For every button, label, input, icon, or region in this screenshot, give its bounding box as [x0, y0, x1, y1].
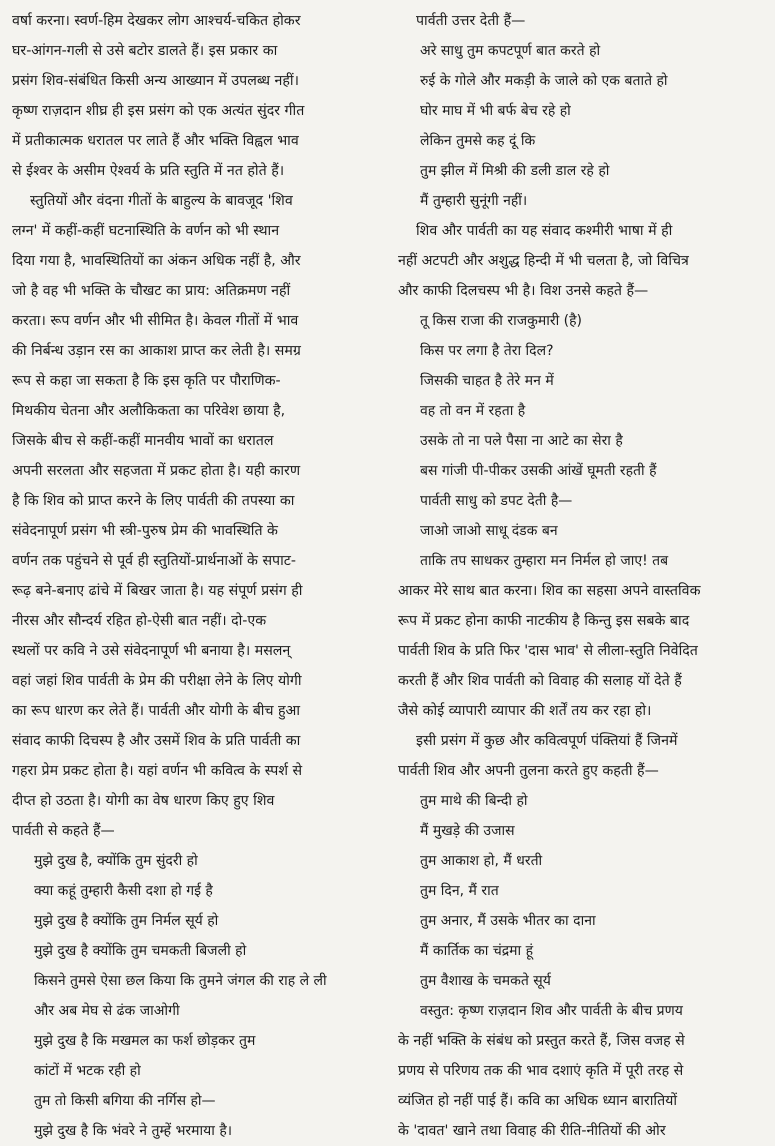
text-line: करती हैं और शिव पार्वती को विवाह की सलाह यों देते हैं	[398, 673, 682, 689]
text-line: प्रणय से परिणय तक की भाव दशाएं कृति में पूरी तरह से	[398, 1063, 684, 1079]
verse-line: उसके तो ना पले पैसा ना आटे का सेरा है	[420, 433, 623, 449]
text-line: रूढ़ बने-बनाए ढांचे में बिखर जाता है। यह संपूर्ण प्रसंग ही	[12, 583, 303, 599]
right-column	[398, 6, 764, 1146]
verse-line: लेकिन तुमसे कह दूं कि	[420, 133, 536, 149]
verse-line: जाओ जाओ साधू दंडक बन	[420, 523, 558, 539]
verse-line: किस पर लगा है तेरा दिल?	[420, 343, 554, 359]
verse-line: और अब मेघ से ढंक जाओगी	[34, 1003, 180, 1019]
text-line: रूप में प्रकट होना काफी नाटकीय है किन्तु इस सबके बाद	[398, 613, 690, 629]
text-line: मिथकीय चेतना और अलौकिकता का परिवेश छाया है,	[12, 403, 286, 419]
text-line: संवेदनापूर्ण प्रसंग भी स्त्री-पुरुष प्रेम की भावस्थिति के	[12, 523, 278, 539]
text-line: पार्वती शिव और अपनी तुलना करते हुए कहती हैं—	[398, 763, 659, 779]
verse-line: तुम अनार, मैं उसके भीतर का दाना	[420, 913, 596, 929]
text-line: इसी प्रसंग में कुछ और कवित्वपूर्ण पंक्तियां हैं जिनमें	[416, 733, 678, 749]
text-line: अपनी सरलता और सहजता में प्रकट होता है। यही कारण	[12, 463, 301, 479]
text-line: स्थलों पर कवि ने उसे संवेदनापूर्ण भी बनाया है। मसलन्	[12, 643, 291, 659]
verse-line: तुम तो किसी बगिया की नर्गिस हो—	[34, 1093, 216, 1109]
verse-line: ताकि तप साधकर तुम्हारा मन निर्मल हो जाए! तब	[420, 553, 669, 569]
verse-line: तुम माथे की बिन्दी हो	[420, 793, 528, 809]
verse-line: मुझे दुख है, क्योंकि तुम सुंदरी हो	[34, 853, 198, 869]
text-line: की निर्बन्ध उड़ान रस का आकाश प्राप्त कर लेती है। समग्र	[12, 343, 301, 359]
text-line: के 'दावत' खाने तथा विवाह की रीति-नीतियों की ओर	[398, 1123, 666, 1139]
text-line: पार्वती से कहते हैं—	[12, 823, 115, 839]
text-line: वर्णन तक पहुंचने से पूर्व ही स्तुतियों-प्रार्थनाओं के सपाट-	[12, 553, 297, 569]
verse-line: घोर माघ में भी बर्फ बेच रहे हो	[420, 103, 571, 119]
verse-line: तू किस राजा की राजकुमारी (है)	[420, 313, 583, 329]
text-line: जो है वह भी भक्ति के चौखट का प्राय: अतिक्रमण नहीं	[12, 283, 291, 299]
text-line: प्रसंग शिव-संबंधित किसी अन्य आख्यान में उपलब्ध नहीं।	[12, 73, 299, 89]
text-line: घर-आंगन-गली से उसे बटोर डालते हैं। इस प्रकार का	[12, 43, 278, 59]
verse-line: कांटों में भटक रही हो	[34, 1063, 141, 1079]
text-line: संवाद काफी दिचस्प है और उसमें शिव के प्रति पार्वती का	[12, 733, 301, 749]
verse-line: बस गांजी पी-पीकर उसकी आंखें घूमती रहती हैं	[420, 463, 657, 479]
text-line: शिव और पार्वती का यह संवाद कश्मीरी भाषा में ही	[416, 223, 673, 239]
verse-line: किसने तुमसे ऐसा छल किया कि तुमने जंगल की राह ले ली	[34, 973, 327, 989]
text-line: पार्वती उत्तर देती हैं—	[416, 13, 526, 29]
verse-line: मैं कार्तिक का चंद्रमा हूं	[420, 943, 534, 959]
verse-line: मुझे दुख है क्योंकि तुम चमकती बिजली हो	[34, 943, 247, 959]
text-line: करता। रूप वर्णन और भी सीमित है। केवल गीतों में भाव	[12, 313, 299, 329]
text-line: गहरा प्रेम प्रकट होता है। यहां वर्णन भी कवित्व के स्पर्श से	[12, 763, 303, 779]
text-line: से ईश्वर के असीम ऐश्वर्य के प्रति स्तुति में नत होते हैं।	[12, 163, 285, 179]
text-line: आकर मेरे साथ बात करना। शिव का सहसा अपने वास्तविक	[398, 583, 701, 599]
verse-line: वस्तुत: कृष्ण राज़दान शिव और पार्वती के बीच प्रणय	[420, 1003, 683, 1019]
text-line: जैसे कोई व्यापारी व्यापार की शर्तें तय कर रहा हो।	[398, 703, 652, 719]
text-line: नीरस और सौन्दर्य रहित हो-ऐसी बात नहीं। दो-एक	[12, 613, 267, 629]
verse-line: मुझे दुख है कि भंवरे ने तुम्हें भरमाया है।	[34, 1123, 233, 1139]
text-line: लग्न' में कहीं-कहीं घटनास्थिति के वर्णन को भी स्थान	[12, 223, 280, 239]
verse-line: मैं तुम्हारी सुनूंगी नहीं।	[420, 193, 528, 209]
text-line: वहां जहां शिव पार्वती के प्रेम की परीक्षा लेने के लिए योगी	[12, 673, 302, 689]
verse-line: वह तो वन में रहता है	[420, 403, 526, 419]
text-line: है कि शिव को प्राप्त करने के लिए पार्वती की तपस्या का	[12, 493, 295, 509]
verse-line: तुम आकाश हो, मैं धरती	[420, 853, 543, 869]
left-column	[12, 6, 372, 1146]
text-line: नहीं अटपटी और अशुद्ध हिन्दी में भी चलता है, जो विचित्र	[398, 253, 689, 269]
verse-line: क्या कहूं तुम्हारी कैसी दशा हो गई है	[34, 883, 213, 899]
verse-line: जिसकी चाहत है तेरे मन में	[420, 373, 554, 389]
text-line: रूप से कहा जा सकता है कि इस कृति पर पौराणिक-	[12, 373, 281, 389]
text-line: दिया गया है, भावस्थितियों का अंकन अधिक नहीं है, और	[12, 253, 301, 269]
text-line: पार्वती शिव के प्रति फिर 'दास भाव' से लीला-स्तुति निवेदित	[398, 643, 698, 659]
verse-line: तुम झील में मिश्री की डली डाल रहे हो	[420, 163, 610, 179]
text-line: के नहीं भक्ति के संबंध को प्रस्तुत करते हैं, जिस वजह से	[398, 1033, 685, 1049]
verse-line: पार्वती साधु को डपट देती है—	[420, 493, 573, 509]
verse-line: तुम दिन, मैं रात	[420, 883, 499, 899]
verse-line: रुई के गोले और मकड़ी के जाले को एक बताते हो	[420, 73, 668, 89]
verse-line: मुझे दुख है कि मखमल का फर्श छोड़कर तुम	[34, 1033, 256, 1049]
text-line: जिसके बीच से कहीं-कहीं मानवीय भावों का धरातल	[12, 433, 274, 449]
text-line: वर्षा करना। स्वर्ण-हिम देखकर लोग आश्चर्य-चकित होकर	[12, 13, 301, 29]
verse-line: मैं मुखड़े की उजास	[420, 823, 515, 839]
text-line: और काफी दिलचस्प भी है। विश उनसे कहते हैं—	[398, 283, 649, 299]
text-line: में प्रतीकात्मक धरातल पर लाते हैं और भक्ति विह्वल भाव	[12, 133, 299, 149]
text-line: कृष्ण राज़दान शीघ्र ही इस प्रसंग को एक अत्यंत सुंदर गीत	[12, 103, 305, 119]
verse-line: तुम वैशाख के चमकते सूर्य	[420, 973, 551, 989]
verse-line: मुझे दुख है क्योंकि तुम निर्मल सूर्य हो	[34, 913, 219, 929]
text-line: व्यंजित हो नहीं पाई हैं। कवि का अधिक ध्यान बारातियों	[398, 1093, 678, 1109]
text-line: दीप्त हो उठता है। योगी का वेष धारण किए हुए शिव	[12, 793, 275, 809]
text-line: का रूप धारण कर लेते हैं। पार्वती और योगी के बीच हुआ	[12, 703, 301, 719]
text-line: स्तुतियों और वंदना गीतों के बाहुल्य के बावजूद 'शिव	[30, 193, 293, 209]
verse-line: अरे साधु तुम कपटपूर्ण बात करते हो	[420, 43, 601, 59]
